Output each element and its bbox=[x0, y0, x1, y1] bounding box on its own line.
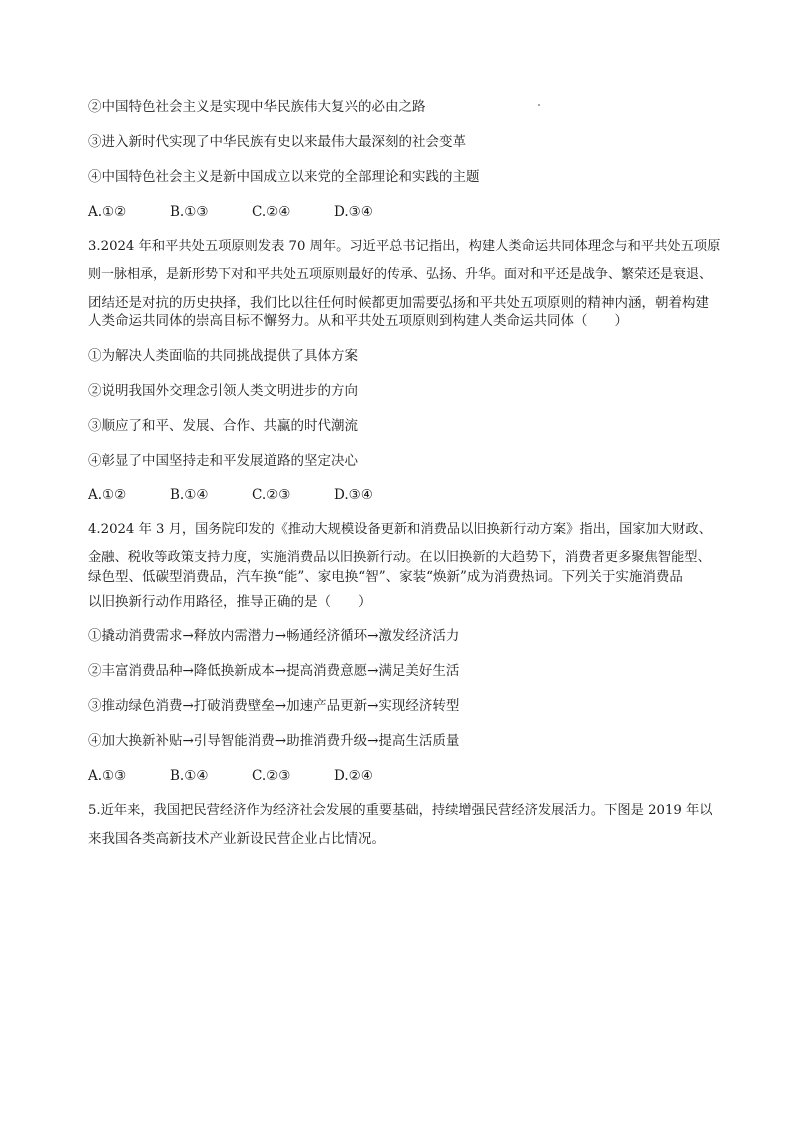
q3-stem-line-4: 人类命运共同体的崇高目标不懈努力。从和平共处五项原则到构建人类命运共同体（ ） bbox=[88, 313, 628, 329]
q4-option-d: D.②④ bbox=[334, 768, 373, 784]
q3-stem-line-1: 3.2024 年和平共处五项原则发表 70 周年。习近平总书记指出，构建人类命运共同体理念与和平共处五项原 bbox=[88, 239, 721, 254]
q3-options bbox=[88, 486, 373, 504]
q2-item-4: ④中国特色社会主义是新中国成立以来党的全部理论和实践的主题 bbox=[88, 169, 480, 185]
q3-option-d: D.③④ bbox=[334, 487, 373, 503]
q4-stem-line-3: 绿色型、低碳型消费品，汽车换“能”、家电换“智”、家装“焕新”成为消费热词。下列关于实施消费品 bbox=[88, 569, 683, 585]
q3-stem-line-2: 则一脉相承，是新形势下对和平共处五项原则最好的传承、弘扬、升华。面对和平还是战争、繁荣还是衰退、 bbox=[88, 267, 713, 282]
q4-option-b: B.①④ bbox=[170, 768, 209, 784]
q2-item-2: ②中国特色社会主义是实现中华民族伟大复兴的必由之路 bbox=[88, 99, 426, 115]
q4-option-a: A.①③ bbox=[88, 768, 127, 784]
q4-item-3: ③推动绿色消费→打破消费壁垒→加速产品更新→实现经济转型 bbox=[88, 698, 460, 714]
q3-item-2: ②说明我国外交理念引领人类文明进步的方向 bbox=[88, 383, 358, 399]
q2-option-c: C.②④ bbox=[252, 204, 291, 220]
q2-item-3: ③进入新时代实现了中华民族有史以来最伟大最深刻的社会变革 bbox=[88, 134, 466, 150]
q3-item-1: ①为解决人类面临的共同挑战提供了具体方案 bbox=[88, 348, 358, 364]
q3-option-c: C.②③ bbox=[252, 487, 291, 503]
q4-item-1: ①撬动消费需求→释放内需潜力→畅通经济循环→激发经济活力 bbox=[88, 628, 460, 644]
q3-option-a: A.①② bbox=[88, 487, 127, 503]
q4-item-4: ④加大换新补贴→引导智能消费→助推消费升级→提高生活质量 bbox=[88, 733, 460, 749]
q4-item-2: ②丰富消费品种→降低换新成本→提高消费意愿→满足美好生活 bbox=[88, 663, 460, 679]
q2-option-d: D.③④ bbox=[334, 204, 373, 220]
q3-stem-line-3: 团结还是对抗的历史抉择，我们比以往任何时候都更加需要弘扬和平共处五项原则的精神内涵，朝着构建 bbox=[88, 295, 709, 311]
q3-option-b: B.①④ bbox=[170, 487, 209, 503]
q4-option-c: C.②③ bbox=[252, 768, 291, 784]
q4-options bbox=[88, 767, 373, 785]
q2-option-b: B.①③ bbox=[170, 204, 209, 220]
scan-speck bbox=[538, 104, 540, 106]
q3-item-4: ④彰显了中国坚持走和平发展道路的坚定决心 bbox=[88, 453, 358, 469]
q4-stem-line-4: 以旧换新行动作用路径，推导正确的是（ ） bbox=[88, 594, 372, 610]
q2-option-a: A.①② bbox=[88, 204, 127, 220]
q2-options bbox=[88, 203, 373, 221]
q5-stem-line-1: 5.近年来，我国把民营经济作为经济社会发展的重要基础，持续增强民营经济发展活力。下图是 2019 年以 bbox=[88, 803, 713, 818]
q5-stem-line-2: 来我国各类高新技术产业新设民营企业占比情况。 bbox=[88, 831, 385, 847]
q4-stem-line-1: 4.2024 年 3 月，国务院印发的《推动大规模设备更新和消费品以旧换新行动方案》指出，国家加大财政、 bbox=[88, 522, 712, 537]
q4-stem-line-2: 金融、税收等政策支持力度，实施消费品以旧换新行动。在以旧换新的大趋势下，消费者更多聚焦智能型、 bbox=[88, 550, 711, 565]
q3-item-3: ③顺应了和平、发展、合作、共赢的时代潮流 bbox=[88, 418, 358, 434]
